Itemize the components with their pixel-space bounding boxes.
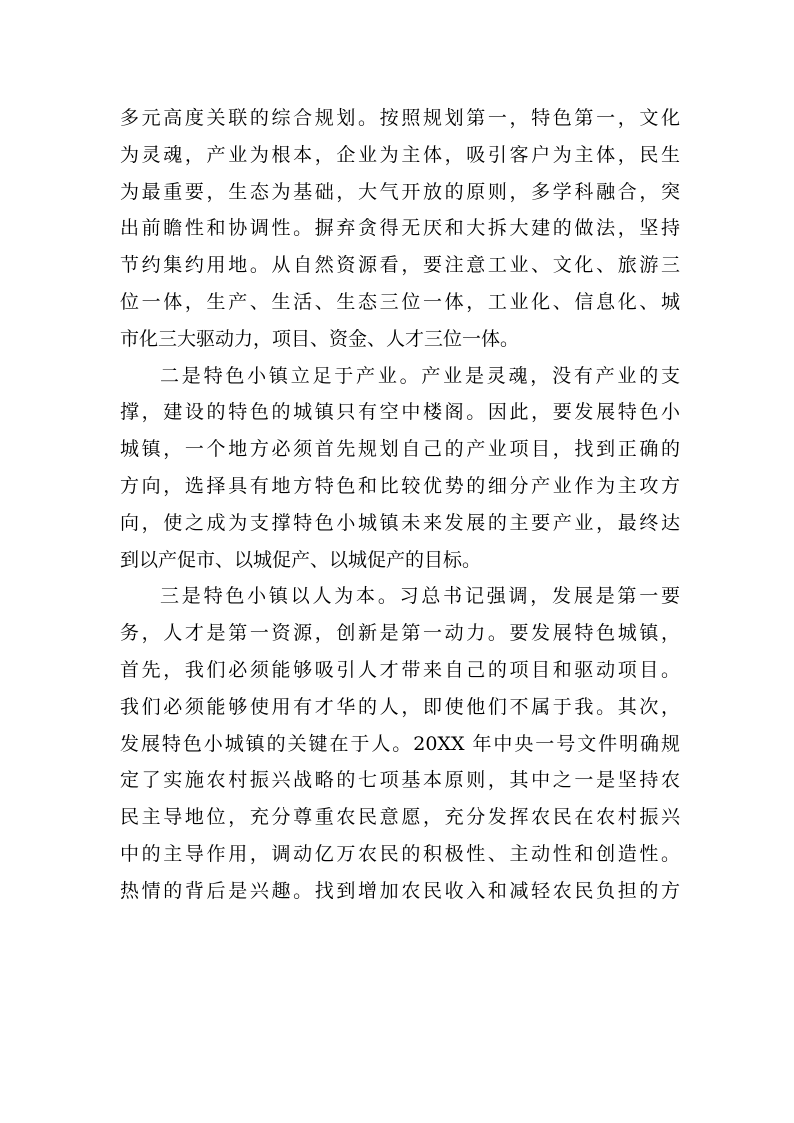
paragraph-3-line-9: 热情的背后是兴趣。找到增加农民收入和减轻农民负担的方	[120, 879, 680, 902]
paragraph-1-line-3: 为最重要，生态为基础，大气开放的原则，多学科融合，突	[120, 180, 680, 203]
paragraph-3-line-2: 务，人才是第一资源，创新是第一动力。要发展特色城镇，	[120, 622, 680, 645]
paragraph-3-line-1: 三是特色小镇以人为本。习总书记强调，发展是第一要	[160, 585, 680, 608]
paragraph-3-line-8: 中的主导作用，调动亿万农民的积极性、主动性和创造性。	[120, 842, 680, 865]
paragraph-2-line-3: 城镇，一个地方必须首先规划自己的产业项目，找到正确的	[120, 438, 680, 461]
paragraph-3-line-7: 民主导地位，充分尊重农民意愿，充分发挥农民在农村振兴	[120, 806, 680, 829]
paragraph-2-line-5: 向，使之成为支撑特色小城镇未来发展的主要产业，最终达	[120, 511, 680, 534]
paragraph-2-line-1: 二是特色小镇立足于产业。产业是灵魂，没有产业的支	[160, 364, 680, 387]
paragraph-2-line-4: 方向，选择具有地方特色和比较优势的细分产业作为主攻方	[120, 474, 680, 497]
paragraph-1-line-7: 市化三大驱动力，项目、资金、人才三位一体。	[120, 327, 520, 350]
paragraph-1-line-2: 为灵魂，产业为根本，企业为主体，吸引客户为主体，民生	[120, 143, 680, 166]
paragraph-3-line-4: 我们必须能够使用有才华的人，即使他们不属于我。其次，	[120, 695, 680, 718]
paragraph-1-line-1: 多元高度关联的综合规划。按照规划第一，特色第一，文化	[120, 107, 680, 129]
paragraph-1-line-5: 节约集约用地。从自然资源看，要注意工业、文化、旅游三	[120, 254, 680, 277]
paragraph-2-line-2: 撑，建设的特色的城镇只有空中楼阁。因此，要发展特色小	[120, 401, 680, 424]
paragraph-2-line-6: 到以产促市、以城促产、以城促产的目标。	[120, 548, 482, 571]
paragraph-1-line-6: 位一体，生产、生活、生态三位一体，工业化、信息化、城	[120, 290, 680, 313]
body-text	[120, 100, 680, 910]
paragraph-3-line-3: 首先，我们必须能够吸引人才带来自己的项目和驱动项目。	[120, 658, 680, 681]
paragraph-1-line-4: 出前瞻性和协调性。摒弃贪得无厌和大拆大建的做法，坚持	[120, 217, 680, 240]
paragraph-3-line-5: 发展特色小城镇的关键在于人。20XX 年中央一号文件明确规	[120, 732, 680, 755]
paragraph-3-line-6: 定了实施农村振兴战略的七项基本原则，其中之一是坚持农	[120, 769, 680, 792]
